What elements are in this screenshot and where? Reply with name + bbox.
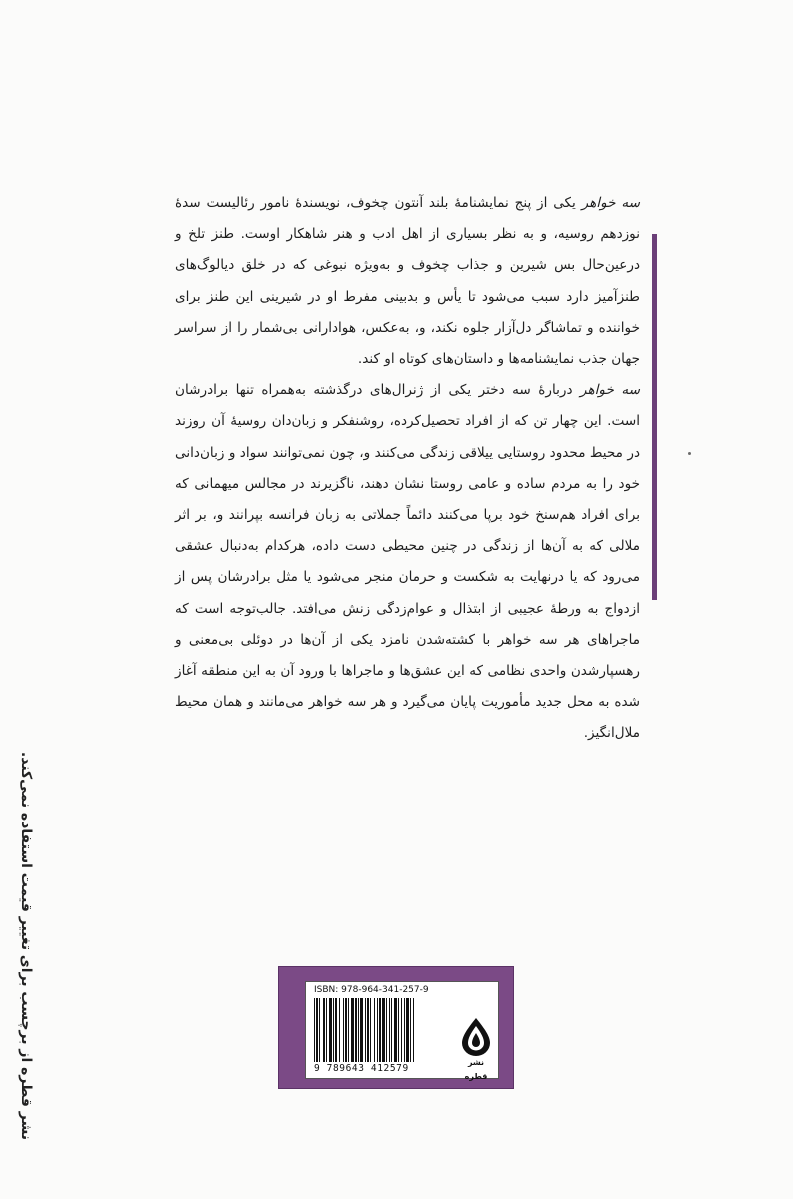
barcode-stripe [377,998,378,1062]
publisher-drop-icon [458,1016,494,1056]
book-title-italic: سه خواهر [581,195,640,211]
publisher-logo [458,1016,494,1081]
barcode-stripe [358,998,359,1062]
barcode-stripe [319,998,320,1062]
dust-speck [688,452,691,455]
barcode-stripe [365,998,366,1062]
purple-accent-bar [652,234,657,600]
back-cover-blurb [175,188,640,868]
barcode-stripe [401,998,402,1062]
barcode-stripe [316,998,318,1062]
barcode-stripe [360,998,363,1062]
price-sticker-note [8,751,44,1140]
barcode-stripe [410,998,411,1062]
barcode-stripe [335,998,337,1062]
book-title-italic: سه خواهر [579,382,640,399]
barcode-stripe [329,998,332,1062]
barcode-stripe [382,998,385,1062]
blurb-paragraph-1-text: یکی از پنج نمایشنامهٔ بلند آنتون چخوف، نویسندهٔ نامور رئالیست سدهٔ نوزدهم روسیه، و به نظر بسیاری از اهل ادب و هنر شاهکار اوست. طنز تلخ و درعین‌حال بس شیرین و جذاب چخوف و به‌ویژه نبوغی که در خلق دیالوگ‌های طنزآمیز دارد سبب می‌شود تا یأس و بدبینی مفرط او در شیرینی این طنز برای خواننده و تماشاگر دل‌آزار جلوه نکند، و، به‌عکس، هوادارانی بی‌شمار را از سراسر جهان جذب نمایشنامه‌ها و داستان‌های کوتاه او کند. [175,195,640,368]
barcode-stripe [379,998,381,1062]
blurb-paragraph-2-text: دربارهٔ سه دختر یکی از ژنرال‌های درگذشته به‌همراه تنها برادرشان است. این چهار تن که از افراد تحصیل‌کرده، روشنفکر و زبان‌دان روسیهٔ آن روزند در محیط محدود روستایی ییلاقی زندگی می‌کنند و، چون نمی‌توانند سواد و زبان‌دانی خود را به مردم ساده و عامی روستا نشان دهند، ناگزیرند در مجالس میهمانی که برای افراد هم‌سنخ خود برپا می‌کنند دائماً جملاتی به زبان فرانسه بپرانند و، بر اثر ملالی که به آن‌ها از زندگی در چنین محیطی دست داده، هرکدام به‌دنبال عشقی می‌رود که یا درنهایت به شکست و حرمان منجر می‌شود یا مثل برادرشان پس از ازدواج به ورطهٔ عجیبی از ابتذال و عوام‌زدگی زنش می‌افتد. جالب‌توجه است که ماجراهای هر سه خواهر با کشته‌شدن نامزد یکی از آن‌ها در دوئلی بی‌معنی و رهسپارشدن واحدی نظامی که این عشق‌ها و ماجراها با ورود آن به این منطقه آغاز شده به محل جدید مأموریت پایان می‌گیرد و هر سه خواهر می‌مانند و همان محیط ملال‌انگیز. [175,382,640,742]
barcode-stripe [391,998,392,1062]
barcode-stripe [404,998,405,1062]
barcode-stripe [374,998,375,1062]
barcode-stripe [323,998,325,1062]
isbn-label-panel [305,981,499,1079]
barcode-stripe [314,998,315,1062]
isbn-number: ISBN: 978-964-341-257-9 [314,985,429,995]
barcode-stripe [351,998,354,1062]
barcode-stripe [394,998,397,1062]
barcode-stripe [333,998,334,1062]
isbn-frame [278,966,514,1089]
publisher-logo-text: نشر قطره [464,1058,488,1081]
barcode-digits: 9 789643 412579 [314,1063,409,1074]
barcode-stripe [389,998,390,1062]
barcode-stripe [413,998,414,1062]
barcode-stripe [406,998,409,1062]
barcode-stripe [348,998,349,1062]
barcode-stripe [339,998,340,1062]
barcode-stripe [386,998,387,1062]
blurb-paragraph-2 [175,375,640,749]
barcode-stripe [355,998,357,1062]
barcode-stripe [370,998,371,1062]
blurb-paragraph-1 [175,188,640,375]
barcode-stripe [345,998,347,1062]
barcode-stripe [367,998,369,1062]
price-sticker-note-text: نشر قطره از برچسب برای تغییر قیمت استفاده نمی‌کند. [18,751,34,1140]
barcode-icon [314,998,456,1062]
barcode-stripe [326,998,327,1062]
barcode-stripe [343,998,344,1062]
barcode-stripe [398,998,399,1062]
